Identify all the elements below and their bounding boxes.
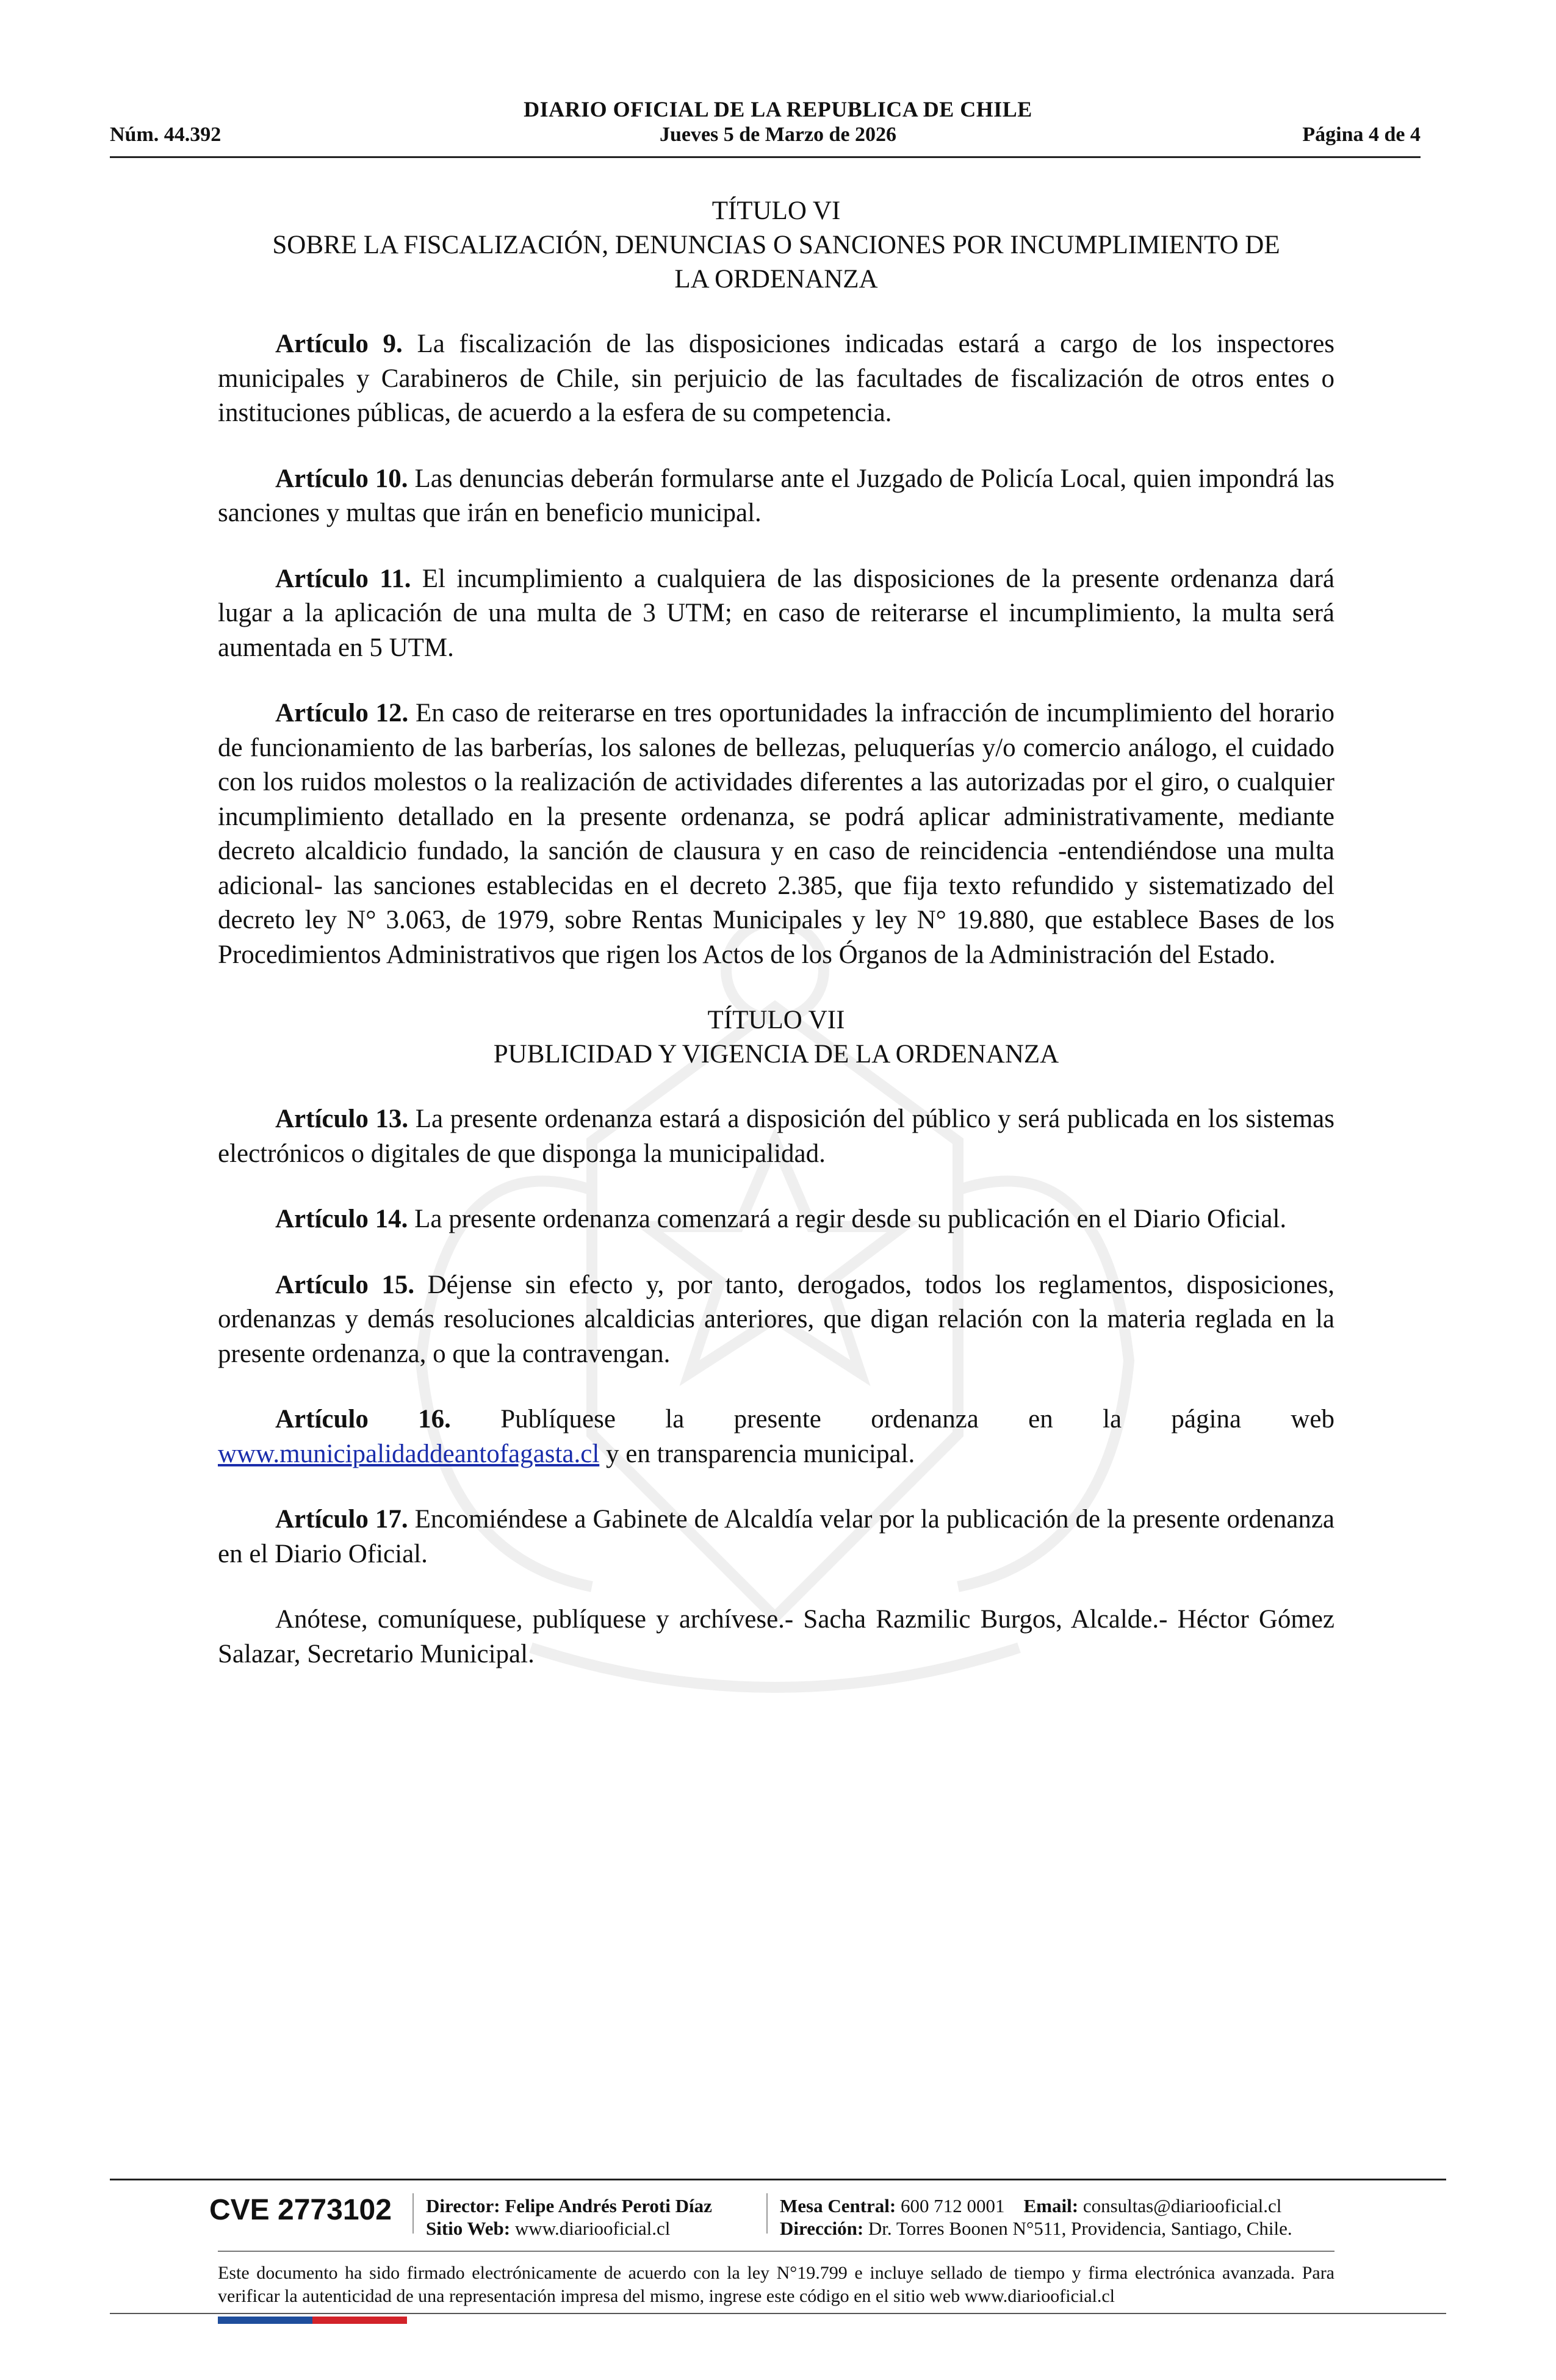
article-label: Artículo 10. <box>275 464 408 493</box>
direccion-label: Dirección: <box>780 2218 864 2239</box>
article-label: Artículo 17. <box>275 1505 408 1534</box>
article-14 <box>218 1202 1334 1237</box>
footer-separator <box>412 2193 414 2234</box>
article-text: La fiscalización de las disposiciones indicadas estará a cargo de los inspectores municipales y Carabineros de Chile, sin perjuicio de las facultades de fiscalización de otros entes o instituciones públicas, de acuerdo a la esfera de su competencia. <box>218 330 1335 427</box>
titulo-vi-number: TÍTULO VI <box>711 197 841 225</box>
article-label: Artículo 13. <box>275 1105 409 1133</box>
footer-director-block <box>426 2194 712 2240</box>
masthead: DIARIO OFICIAL DE LA REPUBLICA DE CHILE <box>524 97 1032 121</box>
article-9 <box>218 327 1334 431</box>
article-text: Déjense sin efecto y, por tanto, derogados, todos los reglamentos, disposiciones, ordenanzas y demás resoluciones alcaldicias anteriores, que digan relación con la materia reglada en la presente ordenanza, o que la contravengan. <box>218 1270 1334 1368</box>
direccion-address: Dr. Torres Boonen N°511, Providencia, Santiago, Chile. <box>868 2218 1292 2239</box>
flag-stripe-red <box>312 2317 407 2324</box>
flag-stripe-blue <box>218 2317 312 2324</box>
titulo-vi-heading-line2: LA ORDENANZA <box>674 265 878 294</box>
email-label: Email: <box>1023 2195 1079 2216</box>
article-10 <box>218 462 1334 531</box>
article-label: Artículo 16. <box>275 1405 451 1433</box>
article-text-tail: y en transparencia municipal. <box>606 1439 915 1468</box>
footer-bottom-divider <box>110 2313 1446 2314</box>
footer-contact-block <box>780 2194 1292 2240</box>
director-name: Felipe Andrés Peroti Díaz <box>505 2195 712 2216</box>
article-text: La presente ordenanza comenzará a regir desde su publicación en el Diario Oficial. <box>414 1205 1287 1233</box>
article-label: Artículo 15. <box>275 1270 415 1299</box>
signature-notice: Este documento ha sido firmado electrónicamente de acuerdo con la ley N°19.799 e incluye sellado de tiempo y firma electrónica avanzada. Para verificar la autenticidad de una representación impresa del mismo, ingrese este código en el sitio web www.diariooficial.cl <box>218 2263 1334 2306</box>
issue-number: Núm. 44.392 <box>110 123 222 146</box>
titulo-vi <box>218 194 1334 297</box>
article-text: En caso de reiterarse en tres oportunidades la infracción de incumplimiento del horario de funcionamiento de las barberías, los salones de bellezas, peluquerías y/o comercio análogo, el cuidado con los ruidos molestos o la realización de actividades diferentes a las autorizadas por el giro, o cualquier incumplimiento detallado en la presente ordenanza, se podrá aplicar administrativamente, mediante decreto alcaldicio fundado, la sanción de clausura y en caso de reincidencia -entendiéndose una multa adicional- las sanciones establecidas en el decreto 2.385, que fija texto refundido y sistematizado del decreto ley N° 3.063, de 1979, sobre Rentas Municipales y ley N° 19.880, que establece Bases de los Procedimientos Administrativos que rigen los Actos de los Órganos de la Administración del Estado. <box>218 699 1334 969</box>
titulo-vii-heading: PUBLICIDAD Y VIGENCIA DE LA ORDENANZA <box>493 1040 1059 1069</box>
article-16 <box>218 1402 1334 1471</box>
titulo-vii <box>218 1003 1334 1072</box>
article-label: Artículo 9. <box>275 330 403 358</box>
article-label: Artículo 11. <box>275 564 411 593</box>
header-divider <box>110 156 1421 158</box>
article-text: Las denuncias deberán formularse ante el Juzgado de Policía Local, quien impondrá las sanciones y multas que irán en beneficio municipal. <box>218 464 1335 527</box>
article-13 <box>218 1102 1334 1171</box>
article-text: Encomiéndese a Gabinete de Alcaldía velar por la publicación de la presente ordenanza en el Diario Oficial. <box>218 1505 1334 1568</box>
web-label: Sitio Web: <box>426 2218 511 2239</box>
article-text: La presente ordenanza estará a disposición del público y será publicada en los sistemas electrónicos o digitales de que disponga la municipalidad. <box>218 1105 1335 1168</box>
article-text: El incumplimiento a cualquiera de las disposiciones de la presente ordenanza dará lugar a la aplicación de una multa de 3 UTM; en caso de reiterarse el incumplimiento, la multa será aumentada en 5 UTM. <box>218 564 1334 662</box>
page-number: Página 4 de 4 <box>1302 123 1421 146</box>
titulo-vii-number: TÍTULO VII <box>707 1006 845 1034</box>
article-text: Publíquese la presente ordenanza en la página web <box>500 1405 1334 1433</box>
email-address: consultas@diariooficial.cl <box>1082 2195 1282 2216</box>
footer-top-divider <box>110 2179 1446 2180</box>
cve-code: CVE 2773102 <box>209 2194 392 2226</box>
article-12 <box>218 696 1334 972</box>
document-body <box>218 194 1334 1703</box>
web-address: www.diariooficial.cl <box>514 2218 671 2239</box>
municipality-website-link[interactable]: www.municipalidaddeantofagasta.cl <box>218 1439 600 1468</box>
article-17 <box>218 1502 1334 1571</box>
footer-separator <box>766 2193 768 2234</box>
closing-signatures: Anótese, comuníquese, publíquese y archívese.- Sacha Razmilic Burgos, Alcalde.- Héctor Gómez Salazar, Secretario Municipal. <box>218 1605 1334 1668</box>
article-15 <box>218 1268 1334 1372</box>
titulo-vi-heading-line1: SOBRE LA FISCALIZACIÓN, DENUNCIAS O SANCIONES POR INCUMPLIMIENTO DE <box>272 231 1280 259</box>
director-label: Director: <box>426 2195 500 2216</box>
issue-date: Jueves 5 de Marzo de 2026 <box>659 123 897 146</box>
article-label: Artículo 12. <box>275 699 409 727</box>
article-label: Artículo 14. <box>275 1205 408 1233</box>
mesa-phone: 600 712 0001 <box>901 2195 1005 2216</box>
mesa-label: Mesa Central: <box>780 2195 896 2216</box>
article-11 <box>218 562 1334 666</box>
footer-mid-divider <box>218 2251 1334 2252</box>
